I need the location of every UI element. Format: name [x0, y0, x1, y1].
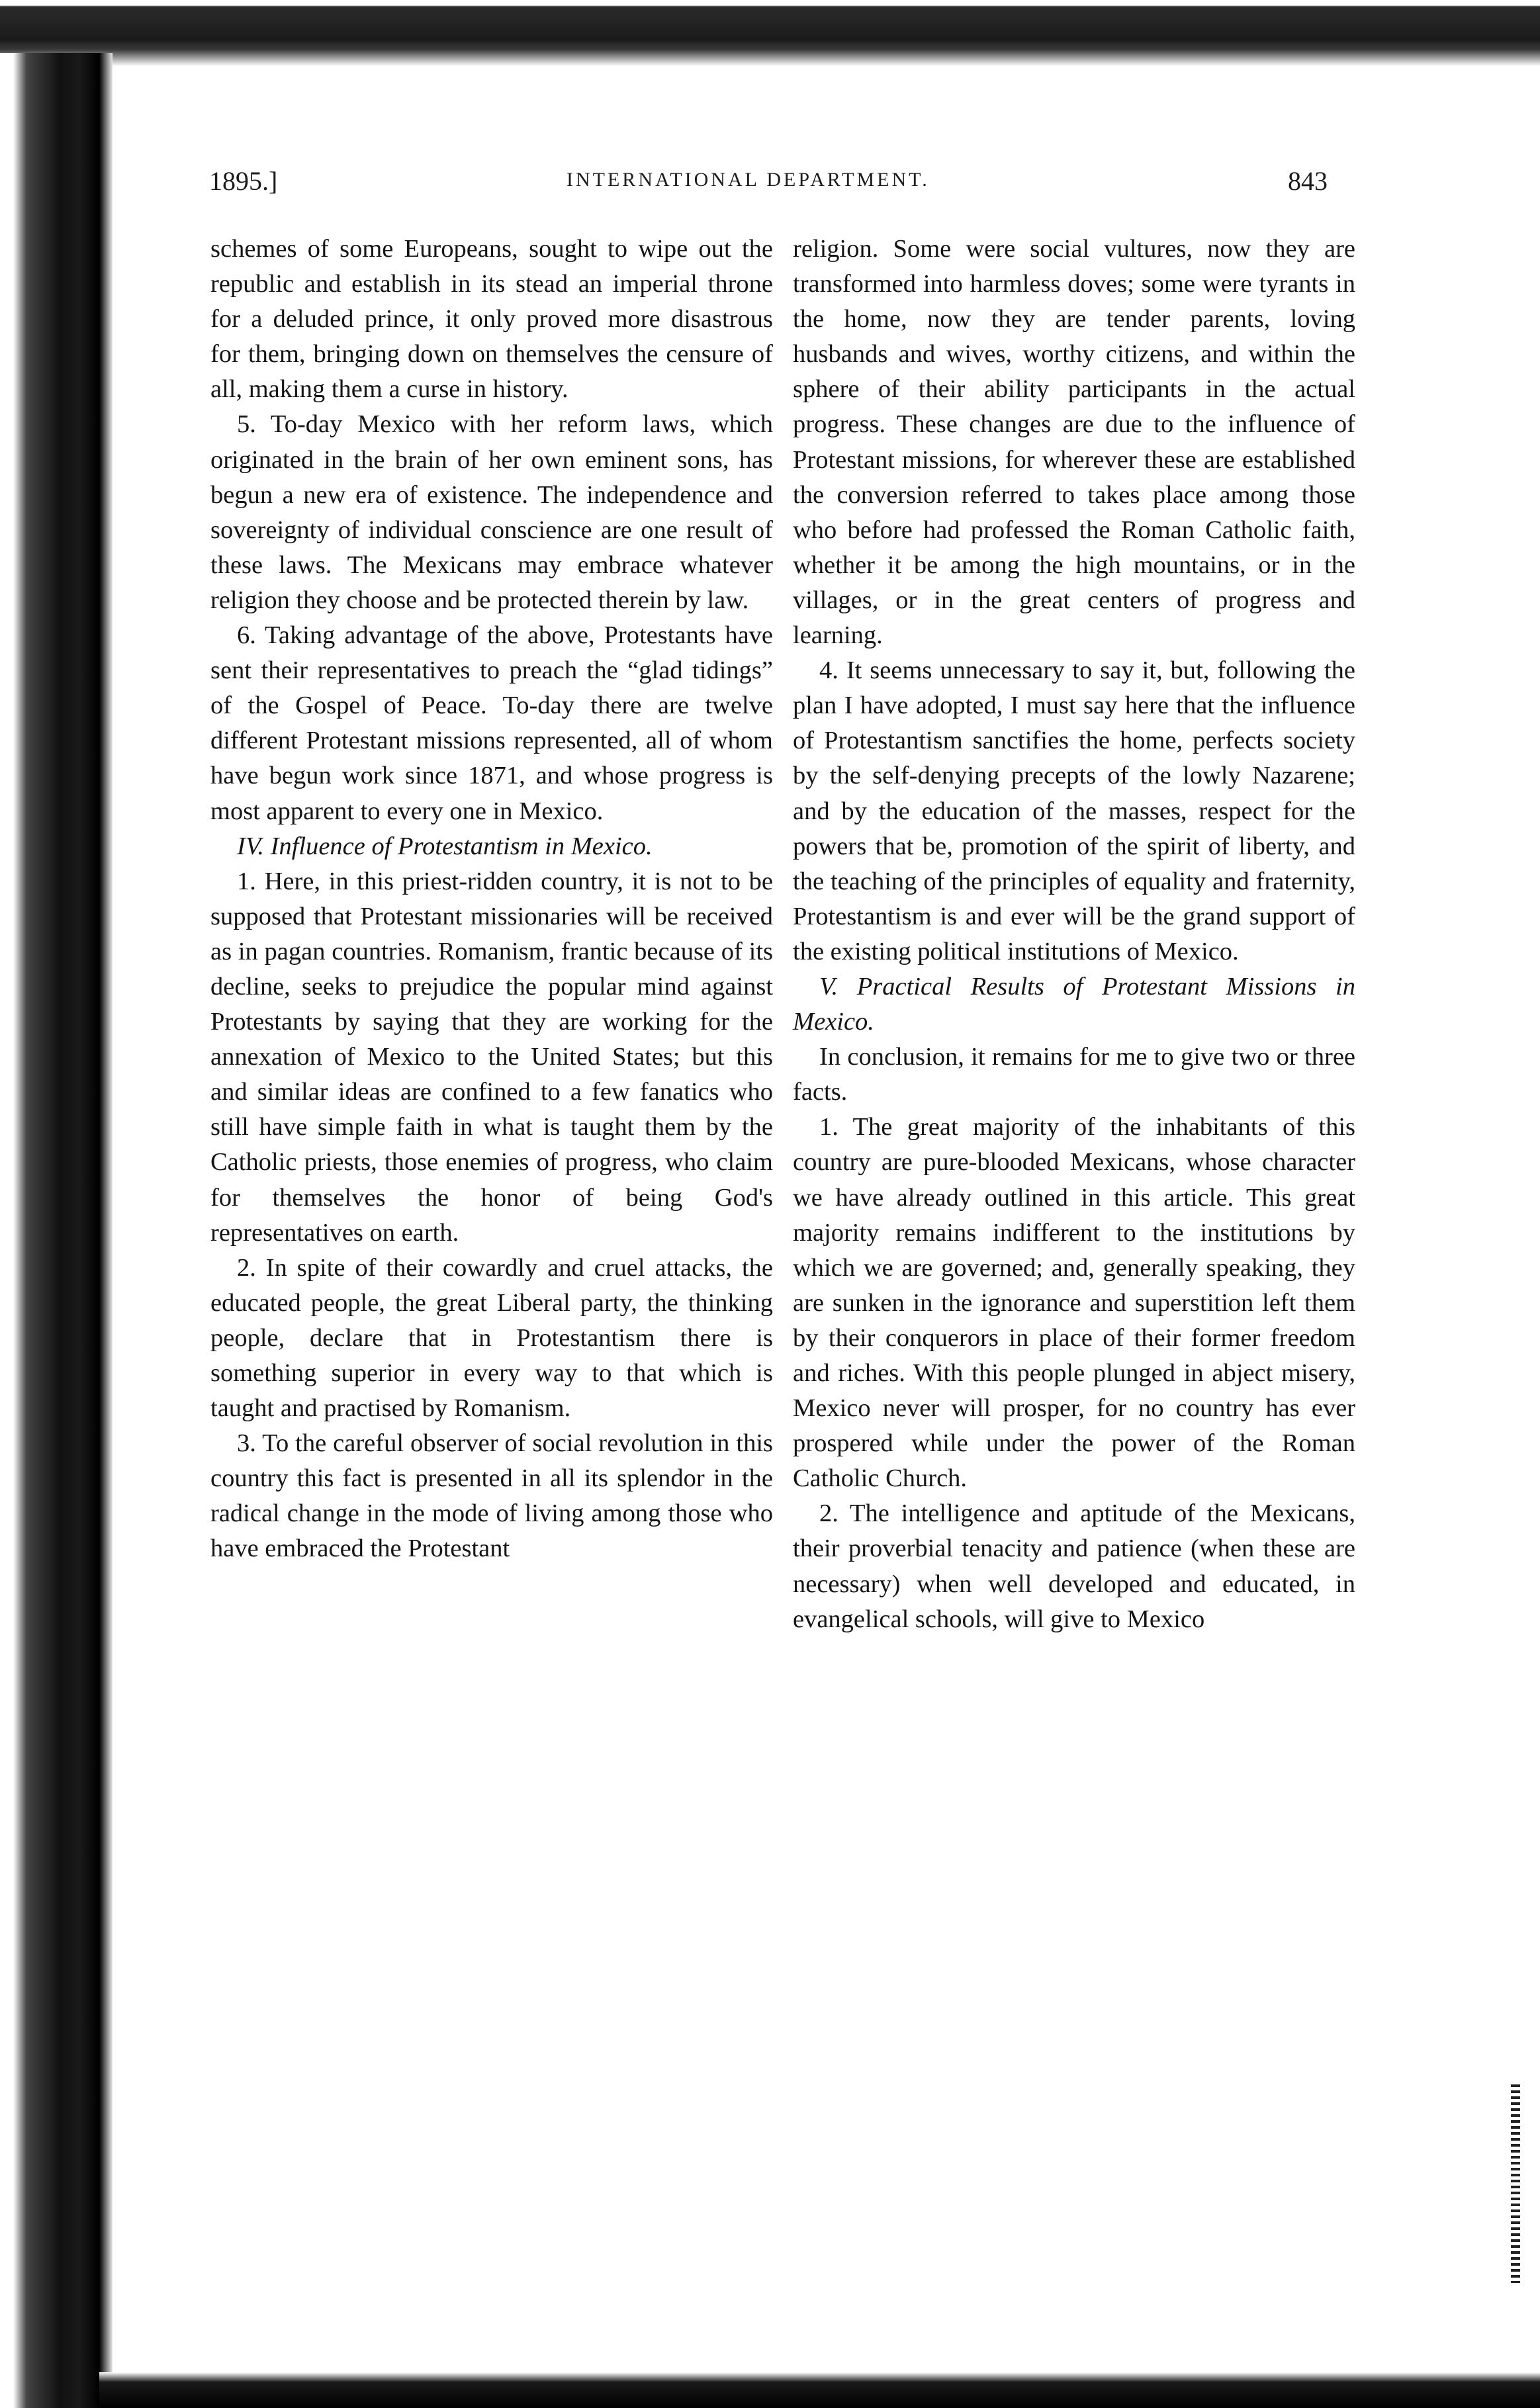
paragraph: 3. To the careful observer of social revolution in this country this fact is presented in all its splendor in the radical change in the mode of living among those who have embraced the Protestant	[210, 1429, 773, 1563]
paragraph: 2. The intelligence and aptitude of the Mexicans, their proverbial tenacity and patience (when these are necessary) when well developed and educated, in evangelical schools, will give to Mexico	[793, 1499, 1355, 1633]
section-heading: IV. Influence of Protestantism in Mexico.	[237, 832, 653, 860]
header-title: INTERNATIONAL DEPARTMENT.	[566, 169, 930, 191]
left-text-column	[210, 232, 773, 1567]
paragraph: 1. The great majority of the inhabitants of this country are pure-blooded Mexicans, whose character we have already outlined in this article. This great majority remains indifferent to the institutions by which we are governed; and, generally speaking, they are sunken in the ignorance and superstition left them by their conquerors in place of their former freedom and riches. With this people plunged in abject misery, Mexico never will prosper, for no country has ever prospered while under the power of the Roman Catholic Church.	[793, 1113, 1355, 1493]
page-number: 843	[1288, 166, 1328, 196]
paragraph: religion. Some were social vultures, now they are transformed into harmless doves; some were tyrants in the home, now they are tender parents, loving husbands and wives, worthy citizens, and within the sphere of their ability participants in the actual progress. These changes are due to the influence of Protestant missions, for wherever these are established the conversion referred to takes place among those who before had professed the Roman Catholic faith, whether it be among the high mountains, or in the villages, or in the great centers of progress and learning.	[793, 235, 1355, 650]
paragraph: 1. Here, in this priest-ridden country, it is not to be supposed that Protestant missionaries will be received as in pagan countries. Romanism, frantic because of its decline, seeks to prejudice the popular mind against Protestants by saying that they are working for the annexation of Mexico to the United States; but this and similar ideas are confined to a few fanatics who still have simple faith in what is taught them by the Catholic priests, those enemies of progress, who claim for themselves the honor of being God's representatives on earth.	[210, 867, 773, 1247]
scan-binding-edge	[0, 53, 113, 2408]
paragraph: schemes of some Europeans, sought to wipe out the republic and establish in its stead an imperial throne for a deluded prince, it only proved more disastrous for them, bringing down on themselves the censure of all, making them a curse in history.	[210, 235, 773, 404]
paragraph: 2. In spite of their cowardly and cruel attacks, the educated people, the great Liberal party, the thinking people, declare that in Protestantism there is something superior in every way to that which is taught and practised by Romanism.	[210, 1253, 773, 1423]
scan-bottom-border	[99, 2372, 1540, 2408]
paragraph: In conclusion, it remains for me to give two or three facts.	[793, 1043, 1355, 1106]
paragraph: 6. Taking advantage of the above, Protestants have sent their representatives to preach the “glad tidings” of the Gospel of Peace. To-day there are twelve different Protestant missions represented, all of whom have begun work since 1871, and whose progress is most apparent to every one in Mexico.	[210, 621, 773, 825]
scan-right-edge-marks	[1511, 2084, 1520, 2283]
paragraph: 5. To-day Mexico with her reform laws, which originated in the brain of her own eminent sons, has begun a new era of existence. The independence and sovereignty of individual conscience are one result of these laws. The Mexicans may embrace whatever religion they choose and be protected therein by law.	[210, 410, 773, 614]
paragraph: 4. It seems unnecessary to say it, but, following the plan I have adopted, I must say here that the influence of Protestantism sanctifies the home, perfects society by the self-denying precepts of the lowly Nazarene; and by the education of the masses, respect for the powers that be, promotion of the spirit of liberty, and the teaching of the principles of equality and fraternity, Protestantism is and ever will be the grand support of the existing political institutions of Mexico.	[793, 656, 1355, 965]
section-heading: V. Practical Results of Protestant Missions in Mexico.	[793, 972, 1355, 1036]
running-header	[209, 165, 1328, 205]
scan-top-border	[0, 0, 1540, 66]
right-text-column	[793, 232, 1355, 1637]
header-year: 1895.]	[209, 166, 278, 196]
